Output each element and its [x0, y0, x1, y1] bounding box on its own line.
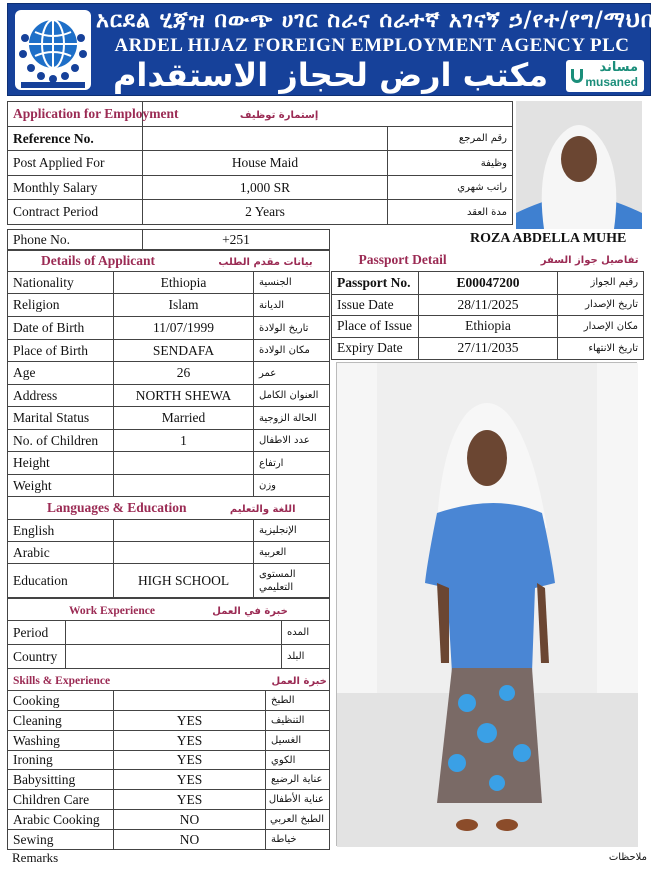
- ironing-row: [8, 751, 330, 770]
- table-cell: Washing: [8, 731, 114, 751]
- remarks-label: Remarks: [12, 850, 59, 865]
- table-cell: YES: [114, 751, 266, 770]
- table-cell: 26: [114, 362, 254, 385]
- table-cell: مكان الولادة: [254, 340, 330, 362]
- table-cell: Height: [8, 452, 114, 475]
- table-cell: المستوى التعليمي: [254, 564, 330, 598]
- height-row: [8, 452, 330, 475]
- table-cell: Monthly Salary: [8, 176, 143, 200]
- table-cell: E00047200: [419, 271, 558, 294]
- applicant-details-table: [7, 250, 330, 598]
- table-cell: الحالة الزوجية: [254, 407, 330, 430]
- table-cell: تاريخ الإصدار: [558, 294, 644, 315]
- arabic-cooking-row: [8, 810, 330, 830]
- table-cell: [114, 475, 254, 497]
- table-cell: Weight: [8, 475, 114, 497]
- table-cell: الجنسية: [254, 272, 330, 294]
- table-cell: الغسيل: [266, 731, 330, 751]
- table-cell: YES: [114, 711, 266, 731]
- table-cell: Period: [8, 621, 66, 645]
- table-cell: SENDAFA: [114, 340, 254, 362]
- skills-section-title: Skills & Experience خبرة العمل: [8, 669, 330, 691]
- work-experience-table: [7, 598, 330, 669]
- table-cell: تاريخ الانتهاء: [558, 337, 644, 359]
- agency-logo: [15, 10, 91, 90]
- table-cell: Date of Birth: [8, 317, 114, 340]
- english-row: [8, 520, 330, 542]
- table-cell: Issue Date: [332, 294, 419, 315]
- table-cell: Married: [114, 407, 254, 430]
- table-cell: العربية: [254, 542, 330, 564]
- musaned-logo: مساند musaned: [566, 60, 644, 92]
- cleaning-row: [8, 711, 330, 731]
- children-row: [8, 430, 330, 452]
- table-cell: English: [8, 520, 114, 542]
- skills-table: [7, 668, 330, 850]
- table-cell: المده: [282, 621, 330, 645]
- age-row: [8, 362, 330, 385]
- table-cell: YES: [114, 731, 266, 751]
- phone-value: +251: [143, 230, 330, 250]
- work-section-title: Work Experience خبرة في العمل: [8, 599, 330, 621]
- table-cell: NORTH SHEWA: [114, 385, 254, 407]
- table-cell: [114, 542, 254, 564]
- table-cell: وظيفة: [388, 151, 513, 176]
- table-cell: Country: [8, 645, 66, 669]
- reference-row: [8, 127, 513, 151]
- passport-section-title: Passport Detail تفاصيل جواز السفر: [358, 252, 639, 268]
- table-cell: YES: [114, 770, 266, 790]
- table-cell: رقم المرجع: [388, 127, 513, 151]
- weight-row: [8, 475, 330, 497]
- table-cell: Sewing: [8, 830, 114, 850]
- country-row: [8, 645, 330, 669]
- table-cell: عمر: [254, 362, 330, 385]
- table-cell: عدد الاطفال: [254, 430, 330, 452]
- table-cell: رقيم الجواز: [558, 271, 644, 294]
- table-cell: Children Care: [8, 790, 114, 810]
- passport-no-row: [332, 271, 644, 294]
- place-of-issue-row: [332, 315, 644, 337]
- table-cell: مدة العقد: [388, 200, 513, 225]
- table-cell: [114, 691, 266, 711]
- applicant-name: ROZA ABDELLA MUHE: [470, 231, 627, 246]
- period-row: [8, 621, 330, 645]
- table-cell: وزن: [254, 475, 330, 497]
- table-cell: 27/11/2035: [419, 337, 558, 359]
- table-cell: الطبخ: [266, 691, 330, 711]
- table-cell: Contract Period: [8, 200, 143, 225]
- table-cell: 1,000 SR: [143, 176, 388, 200]
- table-cell: العنوان الكامل: [254, 385, 330, 407]
- application-title: Application for Employment إستمارة توظيف: [8, 102, 143, 127]
- table-cell: ارتفاع: [254, 452, 330, 475]
- applicant-full-body-photo: [336, 362, 637, 846]
- table-cell: Post Applied For: [8, 151, 143, 176]
- table-cell: التنظيف: [266, 711, 330, 731]
- address-row: [8, 385, 330, 407]
- table-cell: HIGH SCHOOL: [114, 564, 254, 598]
- table-cell: Ironing: [8, 751, 114, 770]
- table-cell: 1: [114, 430, 254, 452]
- table-cell: عناية الأطفال: [266, 790, 330, 810]
- table-cell: No. of Children: [8, 430, 114, 452]
- table-cell: Place of Issue: [332, 315, 419, 337]
- table-cell: تاريخ الولادة: [254, 317, 330, 340]
- table-cell: راتب شهري: [388, 176, 513, 200]
- issue-date-row: [332, 294, 644, 315]
- table-cell: Babysitting: [8, 770, 114, 790]
- table-cell: Education: [8, 564, 114, 598]
- table-cell: Ethiopia: [419, 315, 558, 337]
- cooking-row: [8, 691, 330, 711]
- arabic-row: [8, 542, 330, 564]
- expiry-date-row: [332, 337, 644, 359]
- table-cell: عناية الرضيع: [266, 770, 330, 790]
- remarks-row: [7, 848, 651, 870]
- table-cell: Religion: [8, 294, 114, 317]
- table-cell: الإنجليزية: [254, 520, 330, 542]
- table-cell: Arabic: [8, 542, 114, 564]
- table-cell: [66, 645, 282, 669]
- table-cell: Passport No.: [332, 271, 419, 294]
- table-cell: [114, 452, 254, 475]
- table-cell: Reference No.: [8, 127, 143, 151]
- babysitting-row: [8, 770, 330, 790]
- table-cell: Ethiopia: [114, 272, 254, 294]
- pob-row: [8, 340, 330, 362]
- table-cell: الطبخ العربي: [266, 810, 330, 830]
- post-row: [8, 151, 513, 176]
- passport-table: [331, 250, 644, 360]
- applicant-portrait-photo: [516, 101, 642, 229]
- phone-table: [7, 229, 330, 250]
- table-cell: Marital Status: [8, 407, 114, 430]
- table-cell: Arabic Cooking: [8, 810, 114, 830]
- religion-row: [8, 294, 330, 317]
- table-cell: YES: [114, 790, 266, 810]
- agency-name-english: ARDEL HIJAZ FOREIGN EMPLOYMENT AGENCY PLC: [114, 35, 630, 56]
- phone-label: Phone No.: [8, 230, 143, 250]
- table-cell: الكوي: [266, 751, 330, 770]
- table-cell: الديانة: [254, 294, 330, 317]
- sewing-row: [8, 830, 330, 850]
- table-cell: البلد: [282, 645, 330, 669]
- table-cell: House Maid: [143, 151, 388, 176]
- table-cell: [114, 520, 254, 542]
- table-cell: 28/11/2025: [419, 294, 558, 315]
- agency-name-arabic: مكتب ارض لحجاز الاستقدام: [112, 56, 548, 94]
- table-cell: [66, 621, 282, 645]
- education-row: [8, 564, 330, 598]
- table-cell: Place of Birth: [8, 340, 114, 362]
- table-cell: Cleaning: [8, 711, 114, 731]
- table-cell: Expiry Date: [332, 337, 419, 359]
- table-cell: Nationality: [8, 272, 114, 294]
- remarks-label-ar: ملاحظات: [608, 852, 647, 863]
- children-care-row: [8, 790, 330, 810]
- table-cell: [388, 102, 513, 127]
- salary-row: [8, 176, 513, 200]
- agency-name-amharic: አርደል ሂጃዝ በውጭ ሀገር ስራና ሰራተኛ አገናኝ ኃ/የተ/የግ/ማህበር: [96, 8, 668, 33]
- table-cell: Age: [8, 362, 114, 385]
- languages-section-title: Languages & Education اللغة والتعليم: [8, 497, 330, 520]
- washing-row: [8, 731, 330, 751]
- nationality-row: [8, 272, 330, 294]
- table-cell: خياطة: [266, 830, 330, 850]
- application-table: [7, 101, 513, 225]
- table-cell: 11/07/1999: [114, 317, 254, 340]
- table-cell: NO: [114, 810, 266, 830]
- table-cell: Cooking: [8, 691, 114, 711]
- agency-header-banner: [7, 3, 668, 96]
- table-cell: Address: [8, 385, 114, 407]
- table-cell: [143, 127, 388, 151]
- table-cell: Islam: [114, 294, 254, 317]
- dob-row: [8, 317, 330, 340]
- musaned-mark-icon: [571, 69, 583, 83]
- contract-row: [8, 200, 513, 225]
- applicant-section-title: Details of Applicant بيانات مقدم الطلب: [8, 251, 330, 272]
- table-cell: مكان الإصدار: [558, 315, 644, 337]
- table-cell: 2 Years: [143, 200, 388, 225]
- marital-row: [8, 407, 330, 430]
- table-cell: NO: [114, 830, 266, 850]
